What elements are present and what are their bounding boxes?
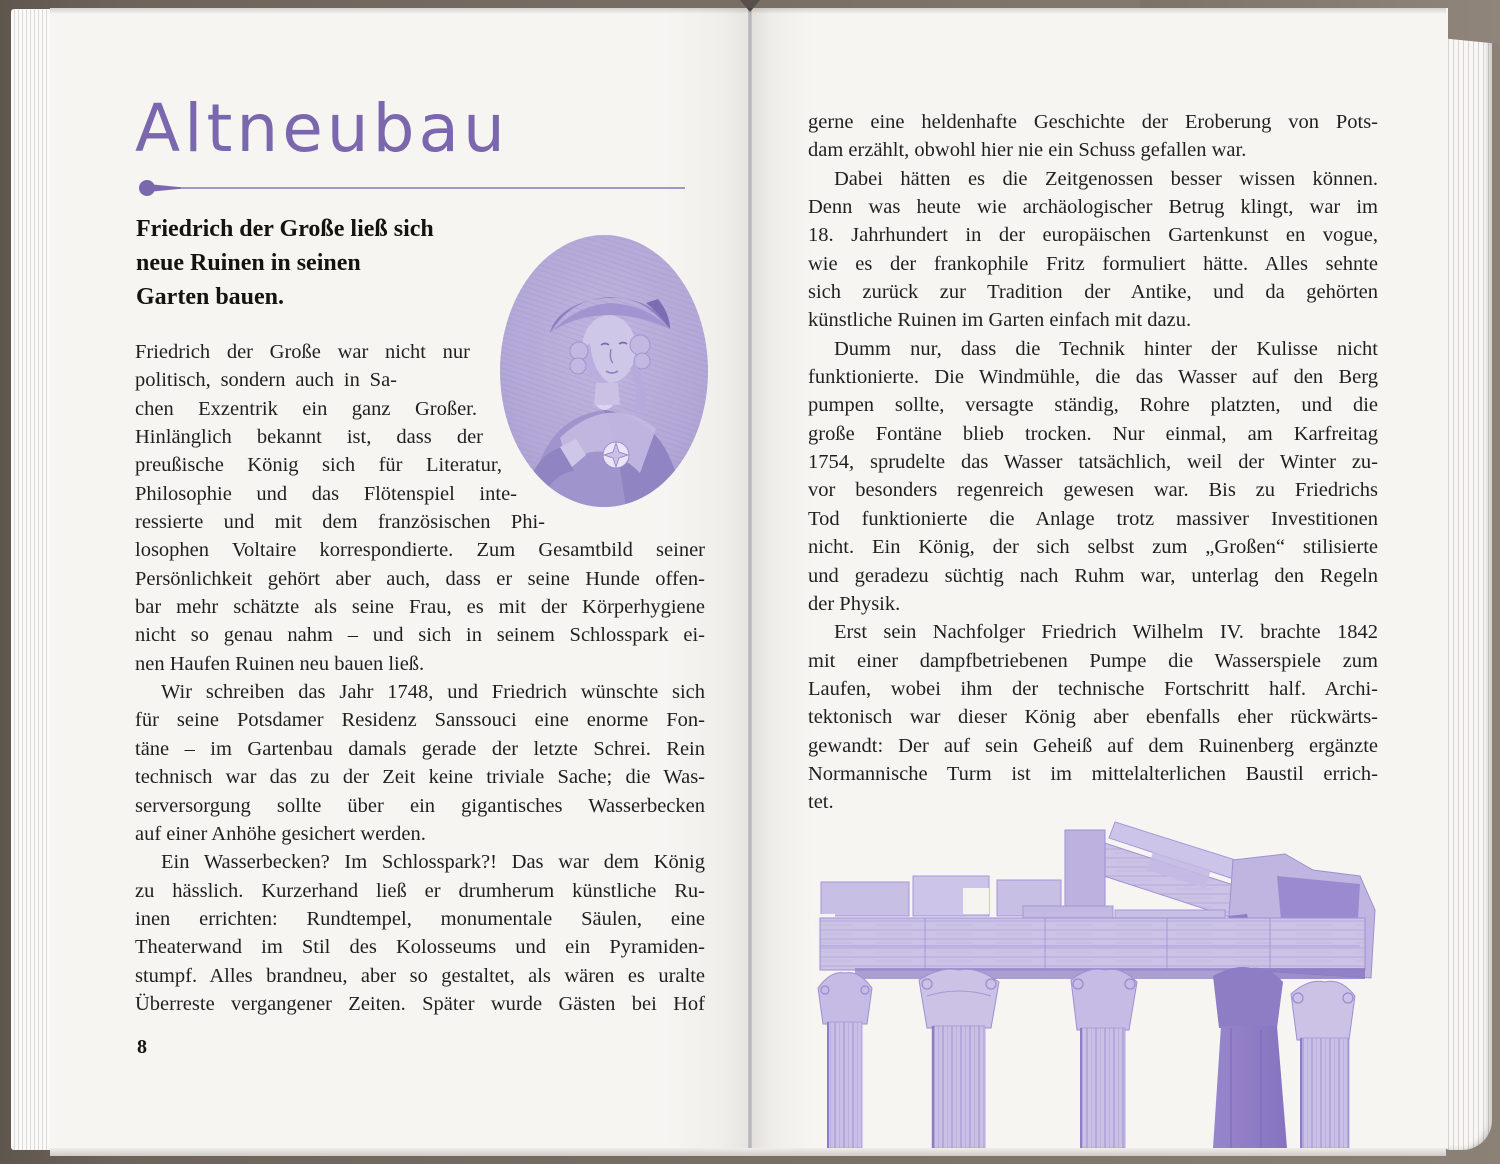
text-line: auf einer Anhöhe gesichert werden.: [135, 822, 426, 845]
text-line: losophen Voltaire korrespondierte. Zum Gesamtbild seiner: [135, 539, 705, 562]
text-line: Tod funktionierte die Anlage trotz massiver Investitionen: [808, 507, 1378, 530]
title-rule-graphic: [137, 178, 707, 198]
text-line: täne – im Gartenbau damals gerade der letzte Schrei. Rein: [135, 737, 705, 760]
heading-line: neue Ruinen in seinen: [136, 250, 361, 276]
text-line: Dabei hätten es die Zeitgenossen besser wissen können.: [834, 167, 1378, 190]
text-line: wie es der frankophile Fritz formuliert hätte. Alles sehnte: [808, 252, 1378, 275]
text-line: dam erzählt, obwohl hier nie ein Schuss gefallen war.: [808, 139, 1247, 162]
text-line: chen Exzentrik ein ganz Großer.: [135, 397, 477, 420]
text-line: nicht. Ein König, der sich selbst zum „Großen“ stilisierte: [808, 536, 1378, 559]
page-edge-stack-left: [11, 9, 50, 1150]
text-line: Denn was heute wie archäologischer Betrug klingt, war im: [808, 196, 1378, 219]
text-line: 18. Jahrhundert in der europäischen Gartenkunst en vogue,: [808, 224, 1378, 247]
text-line: und geradezu süchtig nach Ruhm war, unterlag den Regeln: [808, 564, 1378, 587]
text-line: funktionierte. Die Windmühle, die das Wasser auf den Berg: [808, 366, 1378, 389]
chapter-title: Altneubau: [135, 90, 509, 167]
text-line: bar mehr schätzte als seine Frau, es mit der Körperhygiene: [135, 596, 705, 619]
text-line: gerne eine heldenhafte Geschichte der Eroberung von Pots-: [808, 111, 1378, 133]
text-line: Erst sein Nachfolger Friedrich Wilhelm IV. brachte 1842: [834, 621, 1378, 644]
paragraph: [808, 618, 1378, 816]
text-line: preußische König sich für Literatur,: [135, 454, 502, 477]
text-line: Philosophie und das Flötenspiel inte-: [135, 482, 517, 505]
text-line: technisch war das zu der Zeit keine triviale Sache; die Was-: [135, 766, 705, 789]
text-line: Laufen, wobei ihm der technische Fortschritt half. Archi-: [808, 677, 1378, 700]
text-line: tektonisch war dieser König aber ebenfalls eher rückwärts-: [808, 706, 1378, 729]
text-line: Hinlänglich bekannt ist, dass der: [135, 426, 483, 449]
text-line: Ein Wasserbecken? Im Schlosspark?! Das war dem König: [161, 851, 705, 874]
text-line: Persönlichkeit gehört aber auch, dass er seine Hunde offen-: [135, 567, 705, 590]
page-number: 8: [137, 1036, 147, 1058]
lead-heading: [136, 212, 526, 314]
text-line: Normannische Turm ist im mittelalterlichen Baustil errich-: [808, 762, 1378, 785]
heading-line: Garten bauen.: [136, 284, 285, 310]
text-line: pumpen sollte, versagte ständig, Rohre platzten, und die: [808, 394, 1378, 417]
book-gutter: [748, 8, 752, 1148]
page-top-shadow: [50, 8, 1446, 14]
text-line: nicht so genau nahm – und sich in seinem Schlosspark ei-: [135, 624, 705, 647]
text-line: stumpf. Alles brandneu, aber so gestaltet, als wären es uralte: [135, 964, 705, 987]
text-line: tet.: [808, 791, 834, 814]
page-edge-stack-right: [1444, 26, 1492, 1150]
text-line: politisch, sondern auch in Sa-: [135, 369, 397, 392]
right-body-text: [808, 108, 1378, 817]
paragraph: [808, 335, 1378, 618]
text-line: große Fontäne blieb trocken. Nur einmal, am Karfreitag: [808, 422, 1378, 445]
paragraph: [135, 848, 705, 1018]
text-line: der Physik.: [808, 592, 901, 615]
text-line: für seine Potsdamer Residenz Sanssouci eine enorme Fon-: [135, 709, 705, 732]
paragraph: [808, 108, 1378, 165]
text-line: Theaterwand im Stil des Kolosseums und ein Pyramiden-: [135, 936, 705, 959]
text-line: Dumm nur, dass die Technik hinter der Kulisse nicht: [834, 337, 1378, 360]
paragraph: [135, 678, 705, 848]
text-line: nen Haufen Ruinen neu bauen ließ.: [135, 652, 425, 675]
text-line: 1754, sprudelte das Wasser tatsächlich, weil der Winter zu-: [808, 451, 1378, 474]
heading-line: Friedrich der Große ließ sich: [136, 216, 434, 242]
paragraph: [808, 165, 1378, 335]
text-line: Wir schreiben das Jahr 1748, und Friedrich wünschte sich: [161, 681, 705, 704]
text-line: serversorgung sollte über ein gigantisches Wasserbecken: [135, 794, 705, 817]
friedrich-portrait-illustration: [498, 233, 710, 509]
text-line: inen errichten: Rundtempel, monumentale Säulen, eine: [135, 907, 705, 930]
text-line: künstliche Ruinen im Garten einfach mit dazu.: [808, 309, 1192, 332]
text-line: zu hässlich. Kurzerhand ließ er drumherum künstliche Ru-: [135, 879, 705, 902]
text-line: Friedrich der Große war nicht nur: [135, 341, 470, 363]
text-line: gewandt: Der auf sein Geheiß auf dem Ruinenberg ergänzte: [808, 734, 1378, 757]
title-rule: [137, 178, 707, 203]
text-line: sich zurück zur Tradition der Antike, und da gehörten: [808, 281, 1378, 304]
temple-ruins-illustration: [815, 818, 1390, 1148]
text-line: vor besonders regenreich gewesen war. Bis zu Friedrichs: [808, 479, 1378, 502]
text-line: ressierte und mit dem französischen Phi-: [135, 511, 545, 534]
text-line: Überreste vergangener Zeiten. Später wurde Gästen bei Hof: [135, 992, 705, 1015]
text-line: mit einer dampfbetriebenen Pumpe die Wasserspiele zum: [808, 649, 1378, 672]
page-edge-stack-bottom: [50, 1148, 1446, 1156]
